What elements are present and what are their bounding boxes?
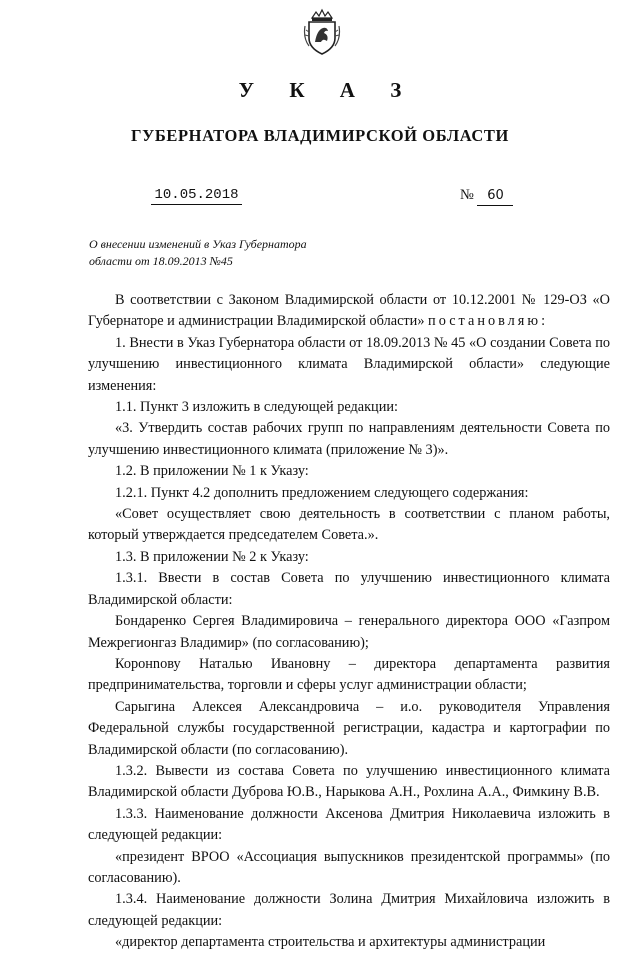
- paragraph-1-1: 1.1. Пункт 3 изложить в следующей редакции:: [115, 399, 398, 416]
- paragraph-1-3-4-text: «директор департамента строительства и архитектуры администрации: [115, 934, 546, 951]
- subject-line-1: О внесении изменений в Указ Губернатора: [89, 237, 307, 251]
- decree-body: [88, 290, 610, 954]
- coat-of-arms-icon: [303, 8, 341, 56]
- document-type-title: У К А З: [238, 78, 417, 102]
- member-2: Коронnову Наталью Ивановну – директора департамента развития предпринимательства, торговли и сферы услуг администрации области;: [88, 655, 610, 694]
- paragraph-1-3-3: 1.3.3. Наименование должности Аксенова Дмитрия Николаевича изложить в следующей редакции:: [88, 805, 610, 844]
- issuer-title: ГУБЕРНАТОРА ВЛАДИМИРСКОЙ ОБЛАСТИ: [131, 126, 509, 145]
- decree-subject: [89, 236, 369, 270]
- paragraph-1: 1. Внести в Указ Губернатора области от 18.09.2013 № 45 «О создании Совета по улучшению инвестиционного климата Владимирской области» следующие изменения:: [88, 334, 610, 394]
- subject-line-2: области от 18.09.2013 №45: [89, 254, 233, 268]
- decree-date: 10.05.2018: [151, 186, 242, 205]
- paragraph-1-2-1-text: «Совет осуществляет свою деятельность в соответствии с планом работы, который утверждается председателем Совета.».: [88, 506, 610, 544]
- intro-paragraph: [88, 290, 610, 333]
- paragraph-1-3: 1.3. В приложении № 2 к Указу:: [115, 548, 309, 565]
- intro-text: В соответствии с Законом Владимирской области от 10.12.2001 № 129-ОЗ «О Губернаторе и администрации Владимирской области»: [88, 292, 610, 330]
- decree-verb: постановляю:: [428, 313, 549, 330]
- paragraph-1-1-text: «3. Утвердить состав рабочих групп по направлениям деятельности Совета по улучшению инвестиционного климата (приложение № 3)».: [88, 420, 610, 458]
- number-label: №: [460, 187, 474, 203]
- paragraph-1-3-3-text: «президент ВРОО «Ассоциация выпускников президентской программы» (по согласованию).: [88, 848, 610, 886]
- paragraph-1-3-1: 1.3.1. Ввести в состав Совета по улучшению инвестиционного климата Владимирской области:: [88, 570, 610, 608]
- member-3: Сарыгина Алексея Александровича – и.о. руководителя Управления Федеральной службы государственной регистрации, кадастра и картографии по Владимирской области (по согласованию).: [88, 698, 610, 758]
- paragraph-1-3-4: 1.3.4. Наименование должности Золина Дмитрия Михайловича изложить в следующей редакции:: [88, 891, 610, 929]
- paragraph-1-2: 1.2. В приложении № 1 к Указу:: [115, 463, 309, 480]
- decree-number: 60: [477, 187, 513, 206]
- member-1: Бондаренко Сергея Владимировича – генерального директора ООО «Газпром Межрегионгаз Владимир» (по согласованию);: [88, 613, 610, 651]
- paragraph-1-3-2: 1.3.2. Вывести из состава Совета по улучшению инвестиционного климата Владимирской области Дуброва Ю.В., Нарыкова А.Н., Рохлина А.А., Фимкину В.В.: [88, 762, 610, 801]
- decree-number-field: [460, 186, 570, 206]
- paragraph-1-2-1: 1.2.1. Пункт 4.2 дополнить предложением следующего содержания:: [115, 484, 529, 501]
